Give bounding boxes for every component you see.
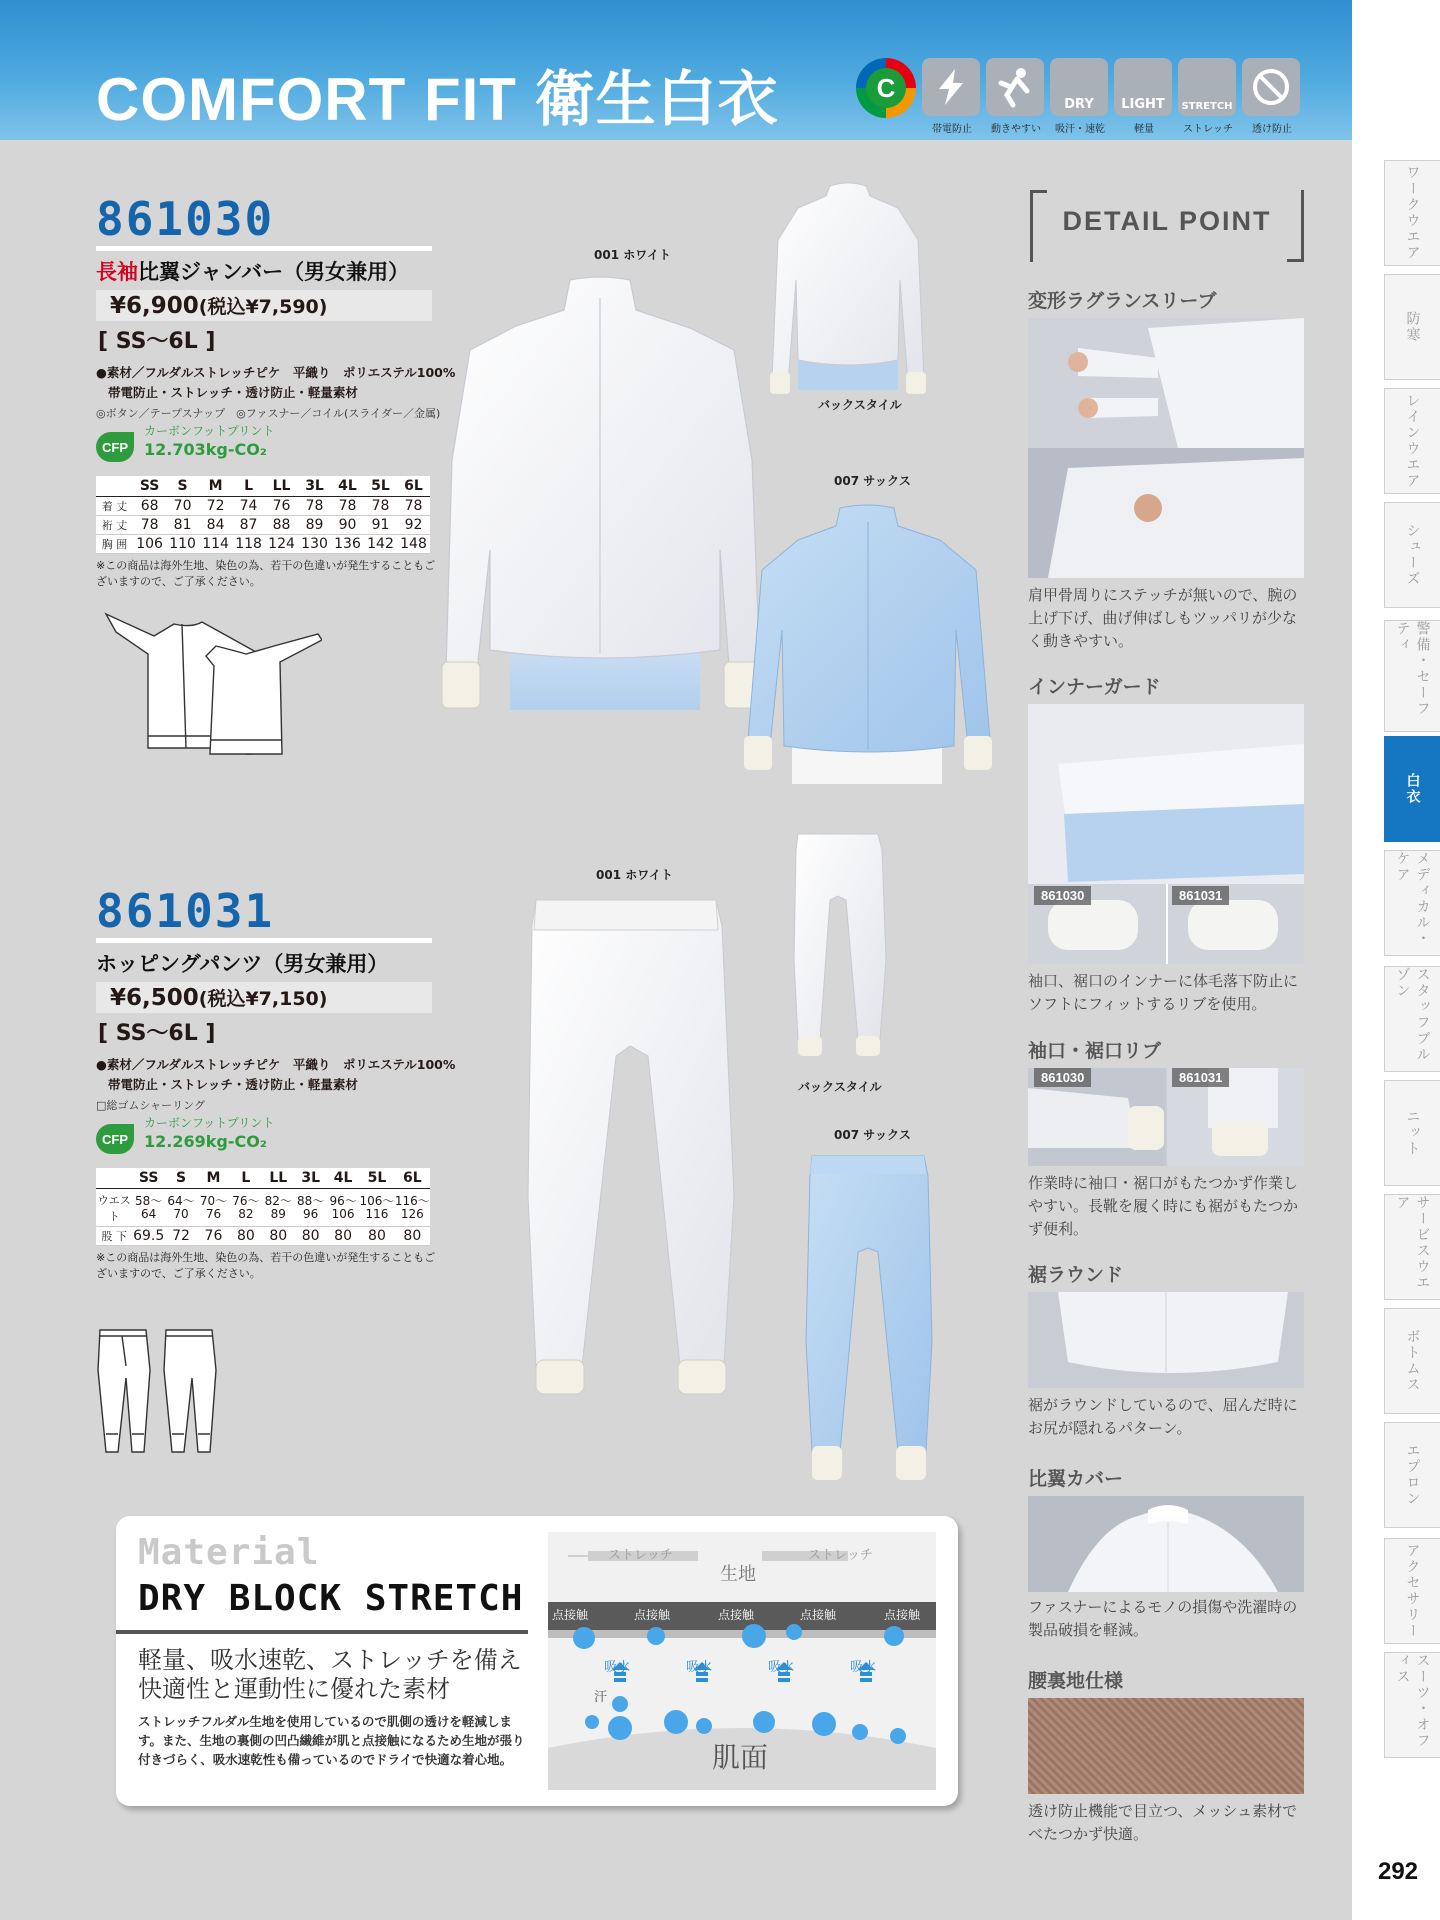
row-label: 裄 丈 — [96, 516, 133, 535]
photo-label: 001 ホワイト — [594, 248, 671, 262]
cell: 148 — [397, 535, 430, 554]
cell: 68 — [133, 497, 166, 516]
cell: 91 — [364, 516, 397, 535]
cell: 110 — [166, 535, 199, 554]
size-col: L — [230, 1168, 262, 1189]
photo-label: 007 サックス — [834, 1128, 911, 1142]
cell: 78 — [298, 497, 331, 516]
absorb-label: 吸水 — [768, 1660, 795, 1675]
table-row — [96, 1227, 430, 1246]
cell: 78 — [397, 497, 430, 516]
row-label: 着 丈 — [96, 497, 133, 516]
material-label: Material — [138, 1532, 320, 1573]
cell: 82〜89 — [262, 1189, 294, 1227]
size-col: 6L — [395, 1168, 430, 1189]
size-col: 5L — [364, 476, 397, 497]
index-tab[interactable]: シューズ — [1384, 502, 1440, 608]
index-tab[interactable]: メディカル・ケア — [1384, 850, 1440, 956]
feature-label: 帯電防止 — [932, 124, 972, 135]
jacket-line-drawing — [96, 606, 322, 756]
absorb-label: 吸水 — [604, 1660, 631, 1675]
page-title: COMFORT FIT 衛生白衣 — [96, 66, 779, 133]
size-col: SS — [133, 476, 166, 497]
cell: 72 — [199, 497, 232, 516]
cell: 88〜96 — [294, 1189, 326, 1227]
product-name-text: ホッピングパンツ（男女兼用） — [96, 952, 389, 976]
feature-label: 軽量 — [1134, 124, 1154, 135]
cell: 78 — [331, 497, 364, 516]
cfp-label: カーボンフットプリント — [144, 424, 275, 438]
index-tab[interactable]: ニット — [1384, 1080, 1440, 1186]
pants-photo-sax — [804, 1152, 934, 1492]
size-table-header — [96, 476, 430, 497]
cell: 58〜64 — [132, 1189, 164, 1227]
size-col: S — [165, 1168, 197, 1189]
spec-parts: ◎ボタン／テープスナップ ◎ファスナー／コイル(スライダー／金属) — [96, 407, 441, 420]
jacket-photo-sax — [740, 500, 1000, 790]
photo-tag: 861031 — [1172, 886, 1229, 905]
detail-photo-round-hem — [1028, 1292, 1304, 1388]
index-tab[interactable]: スーツ・オフィス — [1384, 1652, 1440, 1758]
contact-label: 点接触 — [718, 1608, 755, 1622]
color-note: ※この商品は海外生地、染色の為、若干の色違いが発生することもございますので、ご了承ください。 — [96, 1251, 436, 1280]
jacket-photo-white-front — [430, 270, 776, 720]
price-tax: (税込¥7,150) — [198, 988, 328, 1010]
contact-label: 点接触 — [634, 1608, 671, 1622]
page-number: 292 — [1377, 1858, 1419, 1885]
size-col: M — [197, 1168, 229, 1189]
index-tab[interactable]: アクセサリー — [1384, 1538, 1440, 1644]
detail-photo-raglan — [1028, 318, 1304, 578]
size-col: LL — [262, 1168, 294, 1189]
feature-label: 動きやすい — [991, 124, 1041, 135]
photo-tag: 861031 — [1172, 1068, 1229, 1087]
cell: 88 — [265, 516, 298, 535]
price-tax: (税込¥7,590) — [198, 296, 328, 318]
feature-label: 吸汗・速乾 — [1055, 124, 1105, 135]
photo-label: 007 サックス — [834, 474, 911, 488]
size-col: L — [232, 476, 265, 497]
size-col: S — [166, 476, 199, 497]
cell: 64〜70 — [165, 1189, 197, 1227]
index-tab[interactable]: ボトムス — [1384, 1308, 1440, 1414]
cell: 78 — [364, 497, 397, 516]
size-col: SS — [132, 1168, 164, 1189]
detail-heading: インナーガード — [1028, 676, 1161, 698]
material-description: ストレッチフルダル生地を使用しているので肌側の透けを軽減します。また、生地の裏側の凹凸繊維が肌と点接触になるため生地が張り付きづらく、吸水速乾性も備っているのでドライで快適な着心地。 — [138, 1714, 525, 1767]
product-name — [96, 256, 409, 286]
fabric-label: 生地 — [720, 1564, 756, 1585]
cell: 136 — [331, 535, 364, 554]
cell: 70 — [166, 497, 199, 516]
index-tab[interactable]: レインウエア — [1384, 388, 1440, 494]
cfp-label: カーボンフットプリント — [144, 1116, 275, 1130]
cell: 76〜82 — [230, 1189, 262, 1227]
index-tab[interactable]: 防寒 — [1384, 274, 1440, 380]
size-col: 6L — [397, 476, 430, 497]
size-table — [96, 476, 430, 554]
cell: 76 — [265, 497, 298, 516]
photo-tag: 861030 — [1034, 1068, 1091, 1087]
cell: 106〜116 — [359, 1189, 394, 1227]
contact-label: 点接触 — [552, 1608, 589, 1622]
divider — [96, 246, 432, 251]
photo-label: バックスタイル — [798, 1080, 882, 1094]
product-name-text: 比翼ジャンバー（男女兼用） — [138, 260, 410, 284]
size-col: 5L — [359, 1168, 394, 1189]
index-tab[interactable]: スタッフブルゾン — [1384, 966, 1440, 1072]
cell: 72 — [165, 1227, 197, 1246]
absorb-label: 吸水 — [686, 1660, 713, 1675]
product-number: 861030 — [96, 192, 275, 246]
spec-features: 帯電防止・ストレッチ・透け防止・軽量素材 — [108, 385, 358, 400]
spec-material: ●素材／フルダルストレッチピケ 平織り ポリエステル100% — [96, 365, 456, 380]
price: ¥6,500 — [110, 985, 199, 1011]
detail-text: 透け防止機能で目立つ、メッシュ素材でべたつかず快適。 — [1028, 1802, 1298, 1843]
photo-label: 001 ホワイト — [596, 868, 673, 882]
stretch-label-right: ストレッチ — [808, 1548, 873, 1563]
cell: 84 — [199, 516, 232, 535]
table-row — [96, 497, 430, 516]
feature-label: ストレッチ — [1183, 124, 1233, 135]
cfp-badge: CFP — [96, 1124, 134, 1154]
row-label: ウエスト — [96, 1189, 132, 1227]
no-see-through-icon — [1242, 58, 1300, 116]
cell: 78 — [133, 516, 166, 535]
product-name-highlight: 長袖 — [96, 260, 138, 284]
cell: 96〜106 — [327, 1189, 359, 1227]
person-stretch-icon — [986, 58, 1044, 116]
cell: 89 — [298, 516, 331, 535]
jacket-photo-back — [768, 180, 928, 396]
pants-photo-white-front — [520, 896, 740, 1436]
pants-photo-back — [790, 830, 890, 1064]
cell: 87 — [232, 516, 265, 535]
detail-photo-inner-guard — [1028, 704, 1304, 964]
detail-text: 裾がラウンドしているので、屈んだ時にお尻が隠れるパターン。 — [1028, 1396, 1298, 1437]
row-label: 胸 囲 — [96, 535, 133, 554]
detail-heading: 比翼カバー — [1028, 1468, 1124, 1490]
cfp-value: 12.269kg-CO₂ — [144, 1132, 267, 1151]
product-number: 861031 — [96, 884, 275, 938]
index-tab[interactable]: ワークウエア — [1384, 160, 1440, 266]
contact-label: 点接触 — [800, 1608, 837, 1622]
size-col: M — [199, 476, 232, 497]
photo-tag: 861030 — [1034, 886, 1091, 905]
lightning-icon — [922, 58, 980, 116]
cfp-value: 12.703kg-CO₂ — [144, 440, 267, 459]
cell: 142 — [364, 535, 397, 554]
cell: 81 — [166, 516, 199, 535]
feature-label: 透け防止 — [1252, 124, 1292, 135]
cell: 69.5 — [133, 1228, 165, 1244]
absorb-label: 吸水 — [850, 1660, 877, 1675]
index-tab[interactable]: 白衣 — [1384, 736, 1440, 842]
color-note: ※この商品は海外生地、染色の為、若干の色違いが発生することもございますので、ご了承ください。 — [96, 559, 436, 588]
spec-parts: □総ゴムシャーリング — [96, 1099, 205, 1112]
size-range: [ SS～6L ] — [98, 329, 216, 354]
divider — [96, 938, 432, 943]
table-row — [96, 516, 430, 535]
detail-text: 袖口、裾口のインナーに体毛落下防止にソフトにフィットするリブを使用。 — [1028, 972, 1299, 1013]
spec-features: 帯電防止・ストレッチ・透け防止・軽量素材 — [108, 1077, 358, 1092]
cell: 80 — [294, 1227, 326, 1246]
cell: 130 — [298, 535, 331, 554]
light-icon: LIGHT — [1114, 58, 1172, 116]
cell: 116〜126 — [395, 1189, 430, 1227]
photo-label: バックスタイル — [818, 398, 902, 412]
detail-photo-fly-cover — [1028, 1496, 1304, 1592]
cell: 80 — [395, 1227, 430, 1246]
cell: 80 — [230, 1227, 262, 1246]
row-label: 股 下 — [96, 1227, 132, 1246]
size-table-header — [96, 1168, 430, 1189]
size-table — [96, 1168, 430, 1246]
size-col: 3L — [298, 476, 331, 497]
product-name — [96, 948, 388, 978]
size-col: LL — [265, 476, 298, 497]
sweat-label: 汗 — [594, 1690, 608, 1705]
detail-text: 作業時に袖口・裾口がもたつかず作業しやすい。長靴を履く時にも裾がもたつかず便利。 — [1028, 1174, 1299, 1238]
detail-text: 肩甲骨周りにステッチが無いので、腕の上げ下げ、曲げ伸ばしもツッパリが少なく動きやすい。 — [1028, 586, 1298, 650]
spec-material: ●素材／フルダルストレッチピケ 平織り ポリエステル100% — [96, 1057, 456, 1072]
cell: 114 — [199, 535, 232, 554]
table-row — [96, 1189, 430, 1227]
detail-heading: 袖口・裾口リブ — [1028, 1040, 1162, 1062]
index-tab[interactable]: 警備・セーフティ — [1384, 620, 1440, 732]
cell: 80 — [359, 1227, 394, 1246]
detail-photo-waist-lining — [1028, 1698, 1304, 1794]
material-tagline: 軽量、吸水速乾、ストレッチを備え 快適性と運動性に優れた素材 — [138, 1646, 522, 1703]
cell: 80 — [262, 1227, 294, 1246]
cell: 76 — [197, 1227, 229, 1246]
cell: 80 — [327, 1227, 359, 1246]
cell: 92 — [397, 516, 430, 535]
stretch-arrow-icon: STRETCH — [1178, 58, 1236, 116]
cell: 70〜76 — [197, 1189, 229, 1227]
contact-label: 点接触 — [884, 1608, 921, 1622]
cell: 118 — [232, 535, 265, 554]
skin-label: 肌面 — [712, 1741, 769, 1774]
size-col: 4L — [331, 476, 364, 497]
cfp-badge: CFP — [96, 432, 134, 462]
cell: 106 — [133, 535, 166, 554]
detail-heading: 腰裏地仕様 — [1028, 1670, 1124, 1692]
product-price — [96, 290, 432, 321]
size-range: [ SS～6L ] — [98, 1021, 216, 1046]
cell: 90 — [331, 516, 364, 535]
price: ¥6,900 — [110, 293, 199, 319]
stretch-label-left: ストレッチ — [608, 1548, 673, 1563]
divider — [116, 1630, 528, 1634]
cell: 74 — [232, 497, 265, 516]
detail-heading: 変形ラグランスリーブ — [1028, 290, 1217, 312]
product-price — [96, 982, 432, 1013]
index-tab[interactable]: サービスウエア — [1384, 1194, 1440, 1300]
material-title: DRY BLOCK STRETCH — [138, 1578, 524, 1619]
detail-heading: 裾ラウンド — [1028, 1264, 1124, 1286]
size-col: 4L — [327, 1168, 359, 1189]
index-tab[interactable]: エプロン — [1384, 1422, 1440, 1528]
detail-title: DETAIL POINT — [1062, 206, 1272, 236]
detail-text: ファスナーによるモノの損傷や洗濯時の製品破損を軽減。 — [1028, 1598, 1298, 1639]
dry-icon: DRY — [1050, 58, 1108, 116]
carbon-offset-letter: C — [866, 68, 906, 108]
pants-line-drawing — [96, 1326, 222, 1456]
table-row — [96, 535, 430, 554]
size-col: 3L — [294, 1168, 326, 1189]
cell: 124 — [265, 535, 298, 554]
